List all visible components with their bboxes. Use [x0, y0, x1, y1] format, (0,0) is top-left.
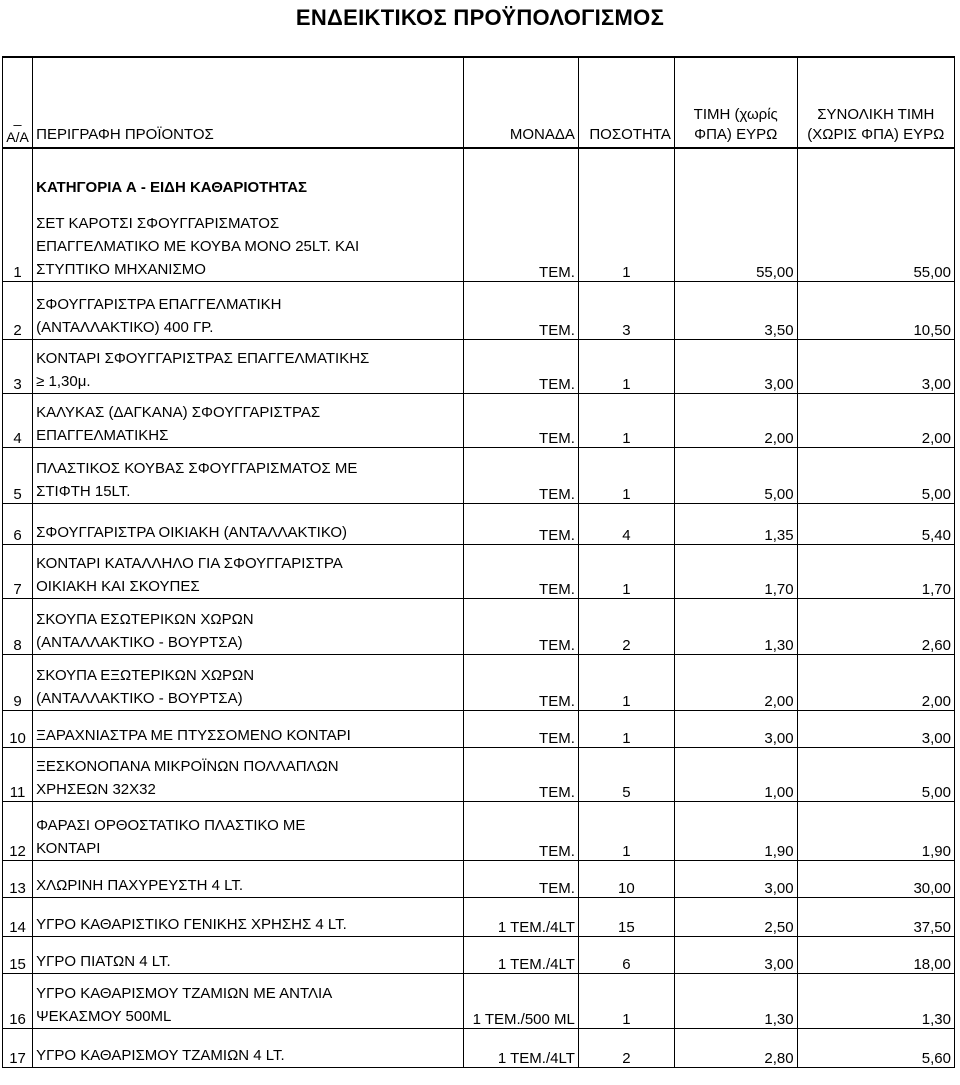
- row-description-line: ΥΓΡΟ ΚΑΘΑΡΙΣΜΟΥ ΤΖΑΜΙΩΝ 4 LT.: [36, 1047, 285, 1064]
- row-total: 1,30: [797, 974, 954, 1029]
- table-row: [3, 340, 955, 394]
- row-description: [33, 655, 464, 711]
- row-total: 37,50: [797, 898, 954, 937]
- row-description-line: ΞΑΡΑΧΝΙΑΣΤΡΑ ΜΕ ΠΤΥΣΣΟΜΕΝΟ ΚΟΝΤΑΡΙ: [36, 727, 351, 744]
- row-description-line: ΟΙΚΙΑΚΗ ΚΑΙ ΣΚΟΥΠΕΣ: [36, 578, 200, 595]
- row-description: [33, 974, 464, 1029]
- row-description-line: ΣΤΙΦΤΗ 15LT.: [36, 483, 131, 500]
- header-aa: [3, 57, 33, 148]
- row-number: 7: [3, 545, 33, 599]
- row-unit-price: 1,90: [674, 802, 797, 861]
- table-row: [3, 802, 955, 861]
- row-unit-price: 2,50: [674, 898, 797, 937]
- row-description-line: ΚΟΝΤΑΡΙ ΣΦΟΥΓΓΑΡΙΣΤΡΑΣ ΕΠΑΓΓΕΛΜΑΤΙΚΗΣ: [36, 350, 370, 367]
- row-number: 5: [3, 448, 33, 504]
- row-unit-price: 3,00: [674, 340, 797, 394]
- row-description: [33, 802, 464, 861]
- row-description: [33, 937, 464, 974]
- category-unit-cell: [463, 148, 578, 201]
- row-unit: 1 ΤΕΜ./4LT: [463, 898, 578, 937]
- row-number: 1: [3, 201, 33, 282]
- table-row: [3, 748, 955, 802]
- row-description: [33, 504, 464, 545]
- row-description: [33, 898, 464, 937]
- row-total: 5,00: [797, 448, 954, 504]
- row-quantity: 4: [578, 504, 674, 545]
- category-price-cell: [674, 148, 797, 201]
- row-total: 1,90: [797, 802, 954, 861]
- row-unit-price: 2,00: [674, 394, 797, 448]
- row-total: 3,00: [797, 340, 954, 394]
- table-row: [3, 937, 955, 974]
- row-quantity: 1: [578, 974, 674, 1029]
- category-aa-cell: [3, 148, 33, 201]
- row-total: 2,60: [797, 599, 954, 655]
- row-unit: ΤΕΜ.: [463, 340, 578, 394]
- row-total: 3,00: [797, 711, 954, 748]
- row-quantity: 2: [578, 599, 674, 655]
- table-row: [3, 201, 955, 282]
- table-body: [3, 148, 955, 1068]
- row-unit-price: 3,00: [674, 711, 797, 748]
- row-number: 4: [3, 394, 33, 448]
- row-unit: ΤΕΜ.: [463, 861, 578, 898]
- header-aa-label: Α/Α: [6, 129, 29, 145]
- row-description-line: ΚΟΝΤΑΡΙ ΚΑΤΑΛΛΗΛΟ ΓΙΑ ΣΦΟΥΓΓΑΡΙΣΤΡΑ: [36, 555, 343, 572]
- row-unit-price: 1,00: [674, 748, 797, 802]
- row-description-line: ΦΑΡΑΣΙ ΟΡΘΟΣΤΑΤΙΚΟ ΠΛΑΣΤΙΚΟ ΜΕ: [36, 817, 306, 834]
- row-unit: ΤΕΜ.: [463, 655, 578, 711]
- row-quantity: 6: [578, 937, 674, 974]
- category-total-cell: [797, 148, 954, 201]
- table-row: [3, 599, 955, 655]
- row-description: [33, 545, 464, 599]
- row-number: 9: [3, 655, 33, 711]
- row-description-line: ΣΦΟΥΓΓΑΡΙΣΤΡΑ ΟΙΚΙΑΚΗ (ΑΝΤΑΛΛΑΚΤΙΚΟ): [36, 524, 348, 541]
- row-unit-price: 1,35: [674, 504, 797, 545]
- table-row: [3, 898, 955, 937]
- page-title: ΕΝΔΕΙΚΤΙΚΟΣ ΠΡΟΫΠΟΛΟΓΙΣΜΟΣ: [295, 5, 665, 30]
- row-number: 16: [3, 974, 33, 1029]
- header-description: ΠΕΡΙΓΡΑΦΗ ΠΡΟΪΟΝΤΟΣ: [33, 57, 464, 148]
- row-description-line: ΕΠΑΓΓΕΛΜΑΤΙΚΟ ΜΕ ΚΟΥΒΑ ΜΟΝΟ 25LT. ΚΑΙ: [36, 238, 360, 255]
- row-description-line: ΣΕΤ ΚΑΡΟΤΣΙ ΣΦΟΥΓΓΑΡΙΣΜΑΤΟΣ: [36, 215, 280, 232]
- row-number: 12: [3, 802, 33, 861]
- header-unit-price: ΤΙΜΗ (χωρίς ΦΠΑ) ΕΥΡΩ: [674, 57, 797, 148]
- header-quantity: ΠΟΣΟΤΗΤΑ: [578, 57, 674, 148]
- row-description-line: ΧΛΩΡΙΝΗ ΠΑΧΥΡΕΥΣΤΗ 4 LT.: [36, 877, 244, 894]
- row-unit-price: 3,00: [674, 937, 797, 974]
- category-label: ΚΑΤΗΓΟΡΙΑ Α - ΕΙΔΗ ΚΑΘΑΡΙΟΤΗΤΑΣ: [33, 148, 464, 201]
- row-total: 2,00: [797, 655, 954, 711]
- header-unit: ΜΟΝΑΔΑ: [463, 57, 578, 148]
- row-unit: 1 ΤΕΜ./4LT: [463, 937, 578, 974]
- row-description-line: ΣΦΟΥΓΓΑΡΙΣΤΡΑ ΕΠΑΓΓΕΛΜΑΤΙΚΗ: [36, 296, 282, 313]
- row-description-line: ΚΑΛΥΚΑΣ (ΔΑΓΚΑΝΑ) ΣΦΟΥΓΓΑΡΙΣΤΡΑΣ: [36, 404, 321, 421]
- row-unit-price: 1,30: [674, 974, 797, 1029]
- row-total: 2,00: [797, 394, 954, 448]
- row-description-line: ΚΟΝΤΑΡΙ: [36, 840, 101, 857]
- row-unit-price: 3,50: [674, 282, 797, 340]
- row-unit-price: 2,80: [674, 1029, 797, 1068]
- row-quantity: 5: [578, 748, 674, 802]
- row-number: 10: [3, 711, 33, 748]
- row-description: [33, 394, 464, 448]
- row-description-line: ΣΚΟΥΠΑ ΕΣΩΤΕΡΙΚΩΝ ΧΩΡΩΝ: [36, 611, 254, 628]
- row-quantity: 1: [578, 802, 674, 861]
- table-row: [3, 448, 955, 504]
- table-row: [3, 974, 955, 1029]
- row-quantity: 1: [578, 448, 674, 504]
- table-row: [3, 504, 955, 545]
- row-description: [33, 861, 464, 898]
- row-quantity: 15: [578, 898, 674, 937]
- row-quantity: 1: [578, 545, 674, 599]
- row-quantity: 1: [578, 655, 674, 711]
- table-row: [3, 394, 955, 448]
- row-unit-price: 1,30: [674, 599, 797, 655]
- row-description-line: ≥ 1,30μ.: [36, 373, 91, 390]
- row-quantity: 1: [578, 394, 674, 448]
- row-description: [33, 1029, 464, 1068]
- row-number: 14: [3, 898, 33, 937]
- row-description-line: ΕΠΑΓΓΕΛΜΑΤΙΚΗΣ: [36, 427, 169, 444]
- row-description: [33, 748, 464, 802]
- row-unit: 1 ΤΕΜ./500 ML: [463, 974, 578, 1029]
- category-qty-cell: [578, 148, 674, 201]
- category-row: [3, 148, 955, 201]
- row-description-line: (ΑΝΤΑΛΛΑΚΤΙΚΟ - ΒΟΥΡΤΣΑ): [36, 690, 243, 707]
- row-number: 17: [3, 1029, 33, 1068]
- header-aa-mark: _: [13, 110, 22, 126]
- row-description-line: ΞΕΣΚΟΝΟΠΑΝΑ ΜΙΚΡΟΪΝΩΝ ΠΟΛΛΑΠΛΩΝ: [36, 758, 339, 775]
- row-total: 5,00: [797, 748, 954, 802]
- row-description-line: ΨΕΚΑΣΜΟΥ 500ML: [36, 1008, 172, 1025]
- row-total: 30,00: [797, 861, 954, 898]
- row-description: [33, 599, 464, 655]
- row-description-line: ΥΓΡΟ ΚΑΘΑΡΙΣΜΟΥ ΤΖΑΜΙΩΝ ΜΕ ΑΝΤΛΙΑ: [36, 985, 333, 1002]
- table-row: [3, 655, 955, 711]
- row-description: [33, 448, 464, 504]
- row-quantity: 3: [578, 282, 674, 340]
- row-number: 6: [3, 504, 33, 545]
- row-description-line: (ΑΝΤΑΛΛΑΚΤΙΚΟ - ΒΟΥΡΤΣΑ): [36, 634, 243, 651]
- row-unit: ΤΕΜ.: [463, 394, 578, 448]
- row-quantity: 10: [578, 861, 674, 898]
- row-unit: ΤΕΜ.: [463, 201, 578, 282]
- row-number: 15: [3, 937, 33, 974]
- row-description-line: ΣΚΟΥΠΑ ΕΞΩΤΕΡΙΚΩΝ ΧΩΡΩΝ: [36, 667, 255, 684]
- row-quantity: 1: [578, 201, 674, 282]
- budget-table: [2, 56, 955, 1068]
- row-unit-price: 3,00: [674, 861, 797, 898]
- row-description-line: ΥΓΡΟ ΠΙΑΤΩΝ 4 LT.: [36, 953, 171, 970]
- table-row: [3, 861, 955, 898]
- row-unit: ΤΕΜ.: [463, 545, 578, 599]
- row-number: 13: [3, 861, 33, 898]
- table-row: [3, 282, 955, 340]
- row-unit: ΤΕΜ.: [463, 282, 578, 340]
- row-unit: 1 ΤΕΜ./4LT: [463, 1029, 578, 1068]
- row-description: [33, 340, 464, 394]
- header-total: ΣΥΝΟΛΙΚΗ ΤΙΜΗ (ΧΩΡΙΣ ΦΠΑ) ΕΥΡΩ: [797, 57, 954, 148]
- row-description: [33, 201, 464, 282]
- row-quantity: 2: [578, 1029, 674, 1068]
- row-description: [33, 711, 464, 748]
- row-total: 55,00: [797, 201, 954, 282]
- row-number: 11: [3, 748, 33, 802]
- row-number: 3: [3, 340, 33, 394]
- row-number: 2: [3, 282, 33, 340]
- row-unit: ΤΕΜ.: [463, 599, 578, 655]
- row-number: 8: [3, 599, 33, 655]
- table-row: [3, 545, 955, 599]
- row-total: 1,70: [797, 545, 954, 599]
- row-total: 18,00: [797, 937, 954, 974]
- row-unit-price: 5,00: [674, 448, 797, 504]
- row-description-line: ΣΤΥΠΤΙΚΟ ΜΗΧΑΝΙΣΜΟ: [36, 261, 206, 278]
- row-unit: ΤΕΜ.: [463, 504, 578, 545]
- table-row: [3, 1029, 955, 1068]
- row-quantity: 1: [578, 340, 674, 394]
- row-total: 5,60: [797, 1029, 954, 1068]
- row-description-line: ΧΡΗΣΕΩΝ 32Χ32: [36, 781, 156, 798]
- row-quantity: 1: [578, 711, 674, 748]
- row-description-line: ΠΛΑΣΤΙΚΟΣ ΚΟΥΒΑΣ ΣΦΟΥΓΓΑΡΙΣΜΑΤΟΣ ΜΕ: [36, 460, 358, 477]
- row-description-line: (ΑΝΤΑΛΛΑΚΤΙΚΟ) 400 ΓΡ.: [36, 319, 214, 336]
- row-unit: ΤΕΜ.: [463, 748, 578, 802]
- row-unit-price: 55,00: [674, 201, 797, 282]
- row-description: [33, 282, 464, 340]
- row-total: 10,50: [797, 282, 954, 340]
- table-row: [3, 711, 955, 748]
- row-total: 5,40: [797, 504, 954, 545]
- row-unit: ΤΕΜ.: [463, 448, 578, 504]
- table-header-row: [3, 57, 955, 148]
- row-unit: ΤΕΜ.: [463, 802, 578, 861]
- row-unit-price: 1,70: [674, 545, 797, 599]
- row-unit: ΤΕΜ.: [463, 711, 578, 748]
- row-description-line: ΥΓΡΟ ΚΑΘΑΡΙΣΤΙΚΟ ΓΕΝΙΚΗΣ ΧΡΗΣΗΣ 4 LT.: [36, 916, 347, 933]
- row-unit-price: 2,00: [674, 655, 797, 711]
